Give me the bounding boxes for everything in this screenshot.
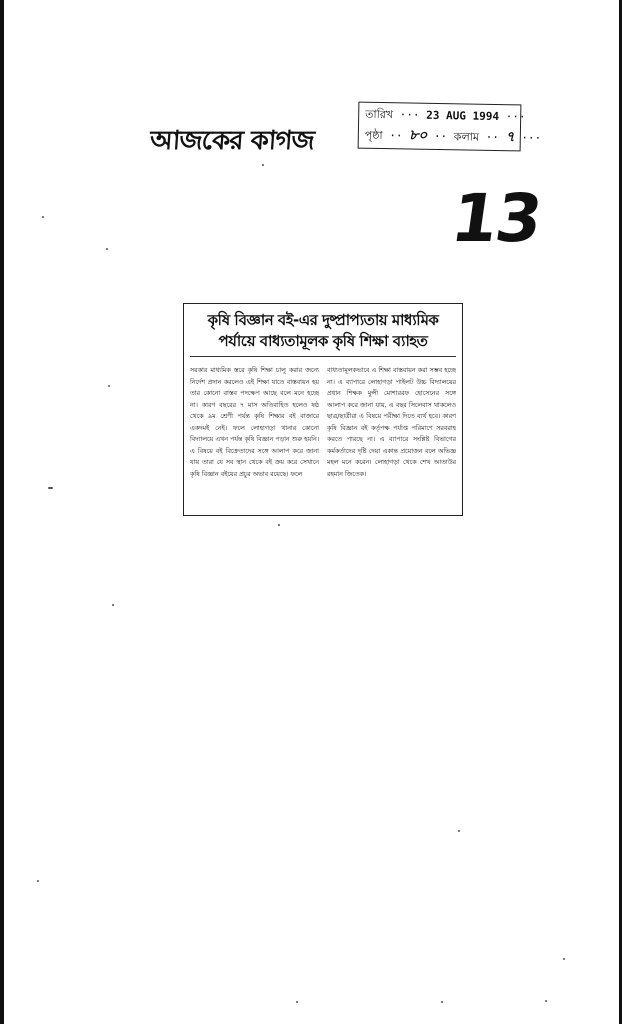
stamp-page-value: ৮০: [409, 127, 428, 144]
scan-speck: [296, 1001, 298, 1003]
scan-speck: [37, 880, 39, 882]
stamp-column-value: ৭: [505, 129, 515, 146]
stamp-column-label: কলাম: [453, 130, 480, 144]
scan-speck: [441, 1001, 443, 1003]
newspaper-name: আজকের কাগজ: [149, 126, 315, 156]
stamp-page-row: পৃষ্ঠা ·· ৮০ ·· কলাম ·· ৭ ···: [364, 127, 542, 146]
stamp-date-row: তারিখ ··· 23 AUG 1994 ···: [365, 107, 526, 124]
scan-speck: [262, 164, 264, 166]
scan-speck: [112, 604, 114, 606]
scan-speck: [106, 248, 108, 250]
scan-speck: [48, 487, 53, 489]
scan-left-edge: [0, 0, 4, 1024]
clipping-headline: কৃষি বিজ্ঞান বই-এর দুষ্প্রাপ্যতায় মাধ্যমিক পর্যায়ে বাধ্যতামূলক কৃষি শিক্ষা ব্যাহত: [190, 310, 456, 357]
stamp-page-label: পৃষ্ঠা: [364, 128, 383, 143]
scan-speck: [278, 524, 280, 526]
clipping-column-1: সরকার মাধ্যমিক স্তরে কৃষি শিক্ষা চালু করার জন্যে নির্দেশ প্রদান করলেও এই শিক্ষা যাতে বাস্তবায়ন হয় তার কোনো বাস্তব পদক্ষেপ আছে বলে মনে হচ্ছে না। কারণ বছরের ৭ মাস অতিবাহিত হলেও ষষ্ঠ থেকে ৯ম শ্রেণী পর্যন্ত কৃষি শিক্ষার বই বাজারে একদমই নেই। ফলে লোহাগড়া থানার কোনো বিদ্যালয়ে এখন পর্যন্ত কৃষি বিজ্ঞান পড়ান শুরু হয়নি। এ বিষয়ে বই বিক্রেতাদের সঙ্গে আলাপ করে জানা যায় তারা যে সব স্থান থেকে বই ক্রয় করে সেখানে কৃষি বিজ্ঞান বইয়ের প্রচুর অভাব রয়েছে। ফলে: [190, 367, 319, 478]
scan-speck: [563, 958, 565, 960]
scan-speck: [545, 1000, 547, 1002]
clipping-body: [190, 365, 456, 501]
scan-speck: [42, 216, 44, 218]
news-clipping: [183, 303, 463, 516]
stamp-date-value: 23 AUG 1994: [426, 108, 500, 124]
stamp-date-label: তারিখ: [365, 107, 394, 122]
scan-speck: [108, 385, 110, 387]
archive-stamp: [358, 102, 542, 152]
handwritten-page-number: 13: [446, 180, 546, 257]
clipping-column-2: বাধ্যতামূলকভাবে এ শিক্ষা বাস্তবায়ন করা সম্ভব হচ্ছে না। এ ব্যাপারে লোহাগড়া পাইলট উচ্চ বিদ্যালয়ের প্রধান শিক্ষক মুন্সী মোশাররফ হোসেনের সঙ্গে আলাপ করে জানা যায়, এ বছর সিলেবাস থাকলেও ছাত্র/ছাত্রীরা এ বিষয়ে পরীক্ষা দিতে ব্যর্থ হবে। কারণ কৃষি বিজ্ঞান বই কর্তৃপক্ষ পর্যাপ্ত পরিমাণে সরবরাহ করতে পারছে না। এ ব্যাপারে সংশ্লিষ্ট বিভাগের কর্মকর্তাদের দৃষ্টি দেয়া একান্ত প্রয়োজন বলে অভিজ্ঞ মহল মনে করেন। লোহাগড়া থেকে শেখ আতাউর রহমান জিতেক।: [327, 367, 456, 478]
scan-speck: [458, 830, 460, 832]
